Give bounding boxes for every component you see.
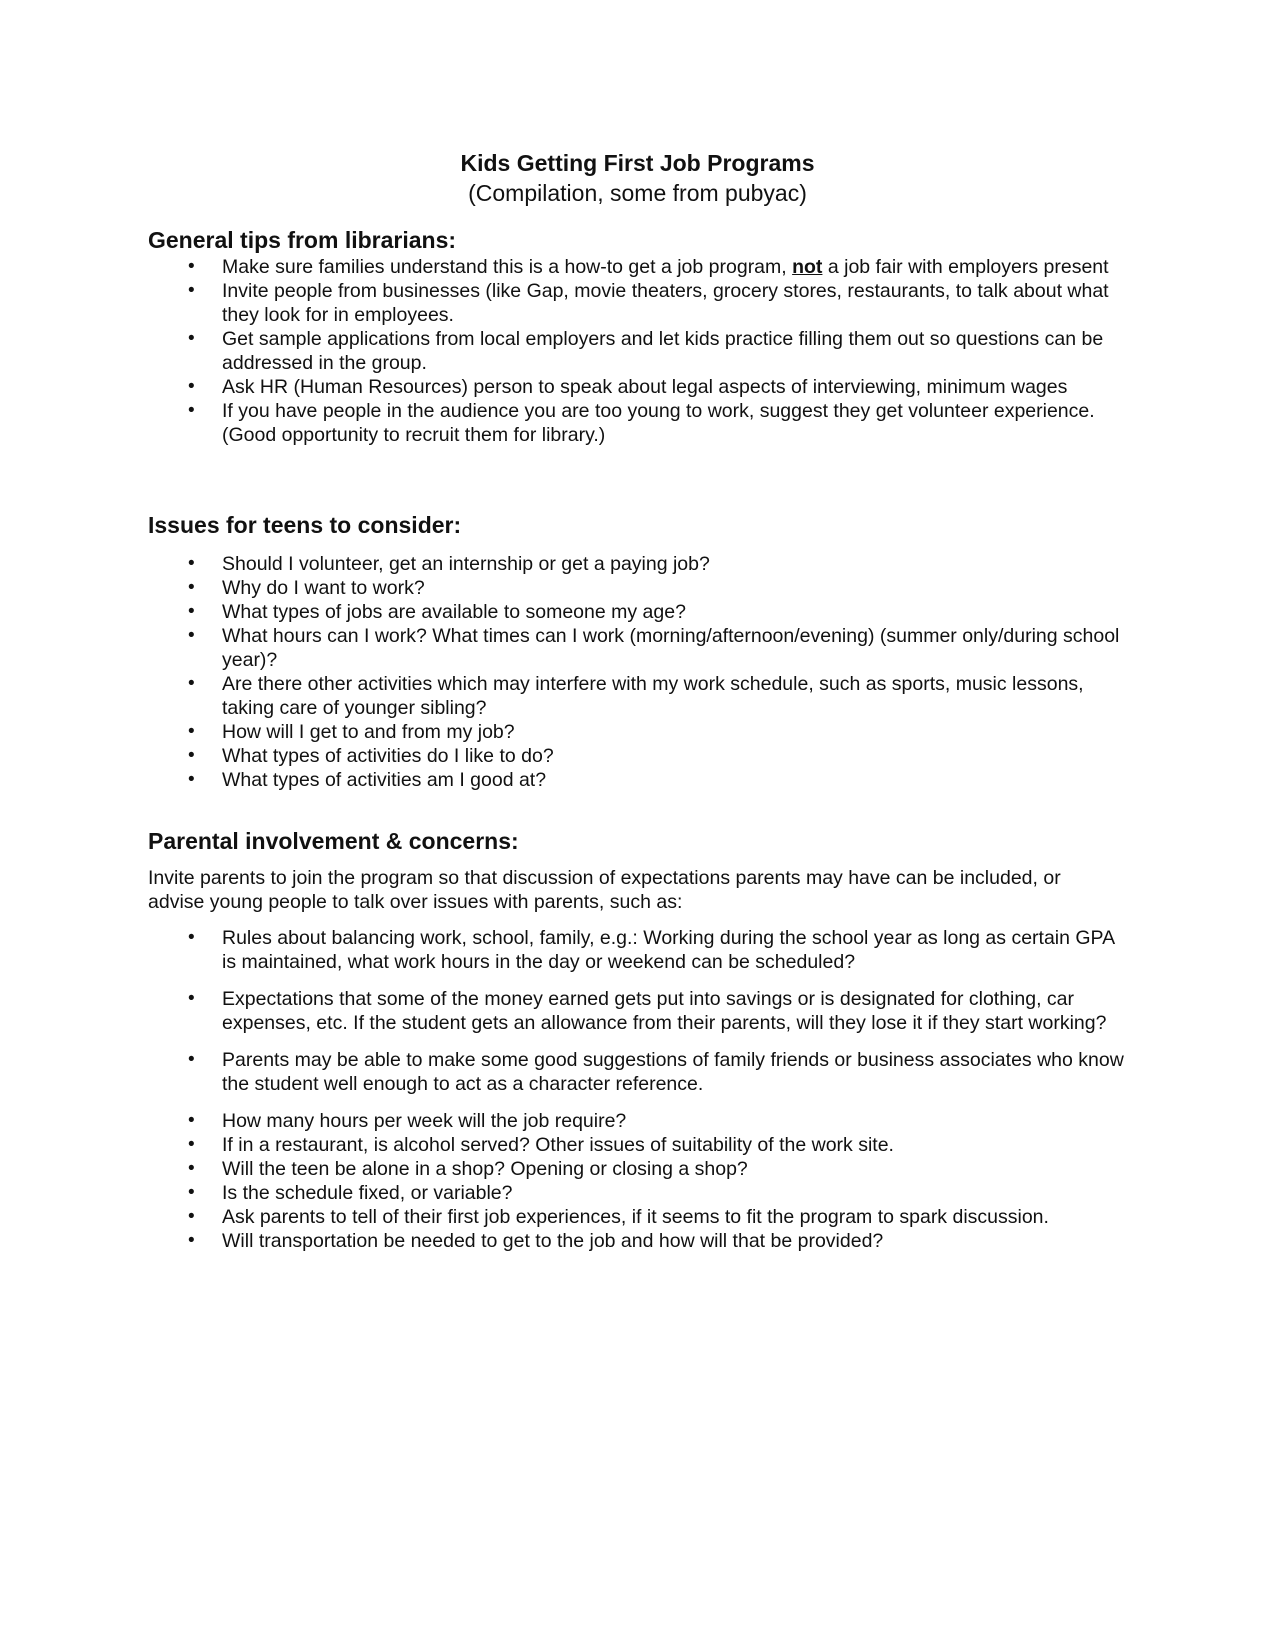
- parental-spaced-list: [148, 926, 1128, 1096]
- general-tips-list: [148, 255, 1128, 447]
- parental-heading: Parental involvement & concerns:: [148, 828, 519, 854]
- list-item: • What hours can I work? What times can I work (morning/afternoon/evening) (summer only/during school year)?: [148, 624, 1128, 672]
- teen-issues-heading: Issues for teens to consider:: [148, 512, 462, 538]
- list-item: • How many hours per week will the job require?: [148, 1109, 1128, 1133]
- list-item: • Get sample applications from local employers and let kids practice filling them out so questions can be addressed in the group.: [148, 327, 1128, 375]
- list-item: • What types of jobs are available to someone my age?: [148, 600, 1128, 624]
- list-item: • Ask parents to tell of their first job experiences, if it seems to fit the program to spark discussion.: [148, 1205, 1128, 1229]
- list-item: • Ask HR (Human Resources) person to speak about legal aspects of interviewing, minimum wages: [148, 375, 1128, 399]
- list-item: • Are there other activities which may interfere with my work schedule, such as sports, music lessons, taking care of younger sibling?: [148, 672, 1128, 720]
- parental-intro: Invite parents to join the program so that discussion of expectations parents may have can be included, or advise young people to talk over issues with parents, such as:: [148, 867, 1061, 913]
- teen-issues-list: [148, 552, 1128, 792]
- list-item: • Expectations that some of the money earned gets put into savings or is designated for clothing, car expenses, etc. If the student gets an allowance from their parents, will they lose it if they start working?: [148, 987, 1128, 1035]
- emphasis-text: not: [792, 256, 823, 278]
- list-item: • Is the schedule fixed, or variable?: [148, 1181, 1128, 1205]
- parental-section: [148, 826, 1128, 1253]
- list-item: • Parents may be able to make some good suggestions of family friends or business associates who know the student well enough to act as a character reference.: [148, 1048, 1128, 1096]
- list-item: • How will I get to and from my job?: [148, 720, 1128, 744]
- list-item: [148, 255, 1128, 279]
- teen-issues-section: [148, 510, 1128, 792]
- title-block: [0, 148, 1275, 208]
- list-item: • Why do I want to work?: [148, 576, 1128, 600]
- list-item: • Should I volunteer, get an internship or get a paying job?: [148, 552, 1128, 576]
- list-item: • Invite people from businesses (like Gap, movie theaters, grocery stores, restaurants, to talk about what they look for in employees.: [148, 279, 1128, 327]
- general-tips-heading: General tips from librarians:: [148, 227, 457, 253]
- parental-list: [148, 1109, 1128, 1253]
- list-item: • Will the teen be alone in a shop? Opening or closing a shop?: [148, 1157, 1128, 1181]
- list-item-text: a job fair with employers present: [822, 256, 1109, 278]
- list-item: • What types of activities do I like to do?: [148, 744, 1128, 768]
- document-title: Kids Getting First Job Programs: [460, 150, 815, 176]
- list-item: • If you have people in the audience you are too young to work, suggest they get volunteer experience. (Good opportunity to recruit them for library.): [148, 399, 1128, 447]
- general-tips-section: [148, 225, 1128, 447]
- list-item: • Rules about balancing work, school, family, e.g.: Working during the school year as long as certain GPA is maintained, what work hours in the day or weekend can be scheduled?: [148, 926, 1128, 974]
- document-subtitle: (Compilation, some from pubyac): [468, 180, 807, 206]
- list-item-text: Make sure families understand this is a how-to get a job program,: [222, 256, 793, 278]
- list-item: • What types of activities am I good at?: [148, 768, 1128, 792]
- list-item: • Will transportation be needed to get to the job and how will that be provided?: [148, 1229, 1128, 1253]
- list-item: • If in a restaurant, is alcohol served? Other issues of suitability of the work site.: [148, 1133, 1128, 1157]
